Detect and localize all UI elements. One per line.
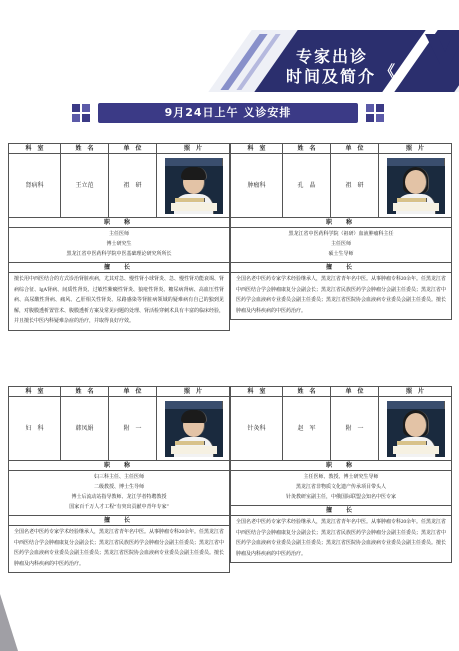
title-line: 黑龙江省非物质文化遗产传承项目带头人	[295, 485, 386, 490]
doctor-card	[230, 386, 452, 563]
hospital-logo-icon	[70, 102, 94, 124]
table-header-row	[231, 387, 451, 397]
col-photo-header: 照 片	[405, 389, 424, 395]
col-photo-header: 照 片	[183, 389, 202, 395]
specialty-text: 擅长用中西医结合的方式诊治肾脏疾病，尤其对急、慢性肾小球肾炎、急、慢性肾功能衰竭、肾病综合征、IgA肾病、间质性肾炎、过敏性紫癜性肾炎、狼疮性肾炎、糖尿病肾病、高血压性肾病、高尿酸性肾病、痛风、乙肝相关性肾炎、尿路感染等肾脏病领域的疑难病有自己的独到见解，对腹膜透析置管术、腹膜透析方案及常见问题的处理、肾活检穿刺术具有丰富的临床经验，并且擅长中医内科疑难杂症的治疗，并取得良好疗效。	[14, 277, 225, 324]
specialty-text: 全国名老中医药专家学术经验继承人，黑龙江省青年名中医。从事肿瘤专科20余年。任黑龙江省中西医结合学会肿瘤康复分会副会长；黑龙江省民族医药学会肿瘤分会副主任委员；黑龙江省中医药学会血液病专业委员会副主任委员；黑龙江省医院协会血液病专业委员会副主任委员。擅长肿瘤及内科疾病的中医药治疗。	[236, 520, 447, 557]
doctor-name: 赵 军	[283, 397, 331, 460]
title-section-body	[231, 228, 451, 263]
doctor-unit: 附 一	[331, 397, 379, 460]
doctor-photo	[165, 401, 223, 457]
page-header	[0, 0, 459, 92]
doctor-card	[8, 386, 230, 573]
title-section-body	[231, 471, 451, 506]
photo-cell	[379, 397, 451, 460]
title-section-body	[9, 471, 229, 516]
title-line: 国家百千万人才工程“有突出贡献中青年专家”	[69, 505, 169, 510]
date-banner	[70, 101, 386, 125]
col-dept-header: 科 室	[9, 387, 61, 396]
banner-text: 9月24日上午 义诊安排	[164, 106, 292, 119]
col-unit-header: 单 位	[109, 144, 157, 153]
col-photo-header: 照 片	[405, 146, 424, 152]
doctor-unit: 祖 研	[331, 154, 379, 217]
table-row	[231, 154, 451, 218]
col-photo-header: 照 片	[183, 146, 202, 152]
table-row	[9, 154, 229, 218]
col-dept-header: 科 室	[231, 144, 283, 153]
doctor-dept: 肾病科	[9, 154, 61, 217]
col-name-header: 姓 名	[61, 387, 109, 396]
title-line: 硕士生导师	[328, 252, 354, 257]
doctor-dept: 肿瘤科	[231, 154, 283, 217]
col-name-header: 姓 名	[283, 387, 331, 396]
title-line: 博士研究生	[106, 242, 132, 247]
doctor-card	[230, 143, 452, 320]
col-dept-header: 科 室	[231, 387, 283, 396]
doctor-photo	[387, 401, 445, 457]
col-unit-header: 单 位	[331, 144, 379, 153]
doctor-dept: 针灸科	[231, 397, 283, 460]
hospital-logo-icon	[362, 102, 386, 124]
doctor-dept: 妇 科	[9, 397, 61, 460]
photo-cell	[379, 154, 451, 217]
title-line: 博士后流动站指导教师、龙江学者特聘教授	[71, 495, 167, 500]
doctor-name: 王立范	[61, 154, 109, 217]
specialty-section-heading: 擅 长	[9, 516, 229, 526]
doctor-unit: 附 一	[109, 397, 157, 460]
doctor-unit: 祖 研	[109, 154, 157, 217]
table-header-row	[9, 387, 229, 397]
title-line: 针灸教研室副主任，中俄国际联盟会知名中医专家	[285, 495, 396, 500]
title-section-heading: 职 称	[9, 218, 229, 228]
title-line: 妇三科主任、主任医师	[93, 475, 144, 480]
col-unit-header: 单 位	[109, 387, 157, 396]
title-section-heading: 职 称	[231, 218, 451, 228]
col-unit-header: 单 位	[331, 387, 379, 396]
header-title-line1: 专家出诊	[296, 47, 369, 66]
table-header-row	[231, 144, 451, 154]
title-section-body	[9, 228, 229, 263]
col-name-header: 姓 名	[61, 144, 109, 153]
page-corner-fold	[0, 594, 18, 651]
doctor-name: 孔 晶	[283, 154, 331, 217]
table-row	[231, 397, 451, 461]
specialty-section-heading: 擅 长	[9, 263, 229, 273]
doctor-card	[8, 143, 230, 331]
doctor-photo	[165, 158, 223, 214]
table-header-row	[9, 144, 229, 154]
y-logo-icon	[425, 34, 459, 90]
col-name-header: 姓 名	[283, 144, 331, 153]
title-section-heading: 职 称	[231, 461, 451, 471]
col-dept-header: 科 室	[9, 144, 61, 153]
specialty-section-heading: 擅 长	[231, 506, 451, 516]
specialty-section-heading: 擅 长	[231, 263, 451, 273]
title-section-heading: 职 称	[9, 461, 229, 471]
photo-cell	[157, 397, 229, 460]
title-line: 主任医师、教授、博士研究生导师	[303, 475, 379, 480]
title-line: 黑龙江省中医药科学院（祖研）血液肿瘤科主任	[288, 232, 394, 237]
specialty-text: 全国名老中医药专家学术经验继承人，黑龙江省青年名中医。从事肿瘤专科20余年。任黑龙江省中西医结合学会肿瘤康复分会副会长；黑龙江省民族医药学会肿瘤分会副主任委员；黑龙江省中医药学会血液病专业委员会副主任委员；黑龙江省医院协会血液病专业委员会副主任委员。擅长肿瘤及内科疾病的中医药治疗。	[236, 277, 447, 314]
doctor-photo	[387, 158, 445, 214]
title-line: 二级教授、博士生导师	[93, 485, 144, 490]
table-row	[9, 397, 229, 461]
double-chevron-icon: 《	[380, 62, 396, 80]
photo-cell	[157, 154, 229, 217]
title-line: 主任医师	[330, 242, 351, 247]
title-line: 主任医师	[108, 232, 129, 237]
doctor-name: 韩凤娟	[61, 397, 109, 460]
specialty-text: 全国名老中医药专家学术经验继承人，黑龙江省青年名中医。从事肿瘤专科20余年。任黑龙江省中西医结合学会肿瘤康复分会副会长；黑龙江省民族医药学会肿瘤分会副主任委员；黑龙江省中医药学会血液病专业委员会副主任委员；黑龙江省医院协会血液病专业委员会副主任委员。擅长肿瘤及内科疾病的中医药治疗。	[14, 530, 225, 567]
title-line: 黑龙江省中医药科学院中医基础理论研究所所长	[66, 252, 172, 257]
header-title-line2: 时间及简介	[286, 67, 377, 86]
